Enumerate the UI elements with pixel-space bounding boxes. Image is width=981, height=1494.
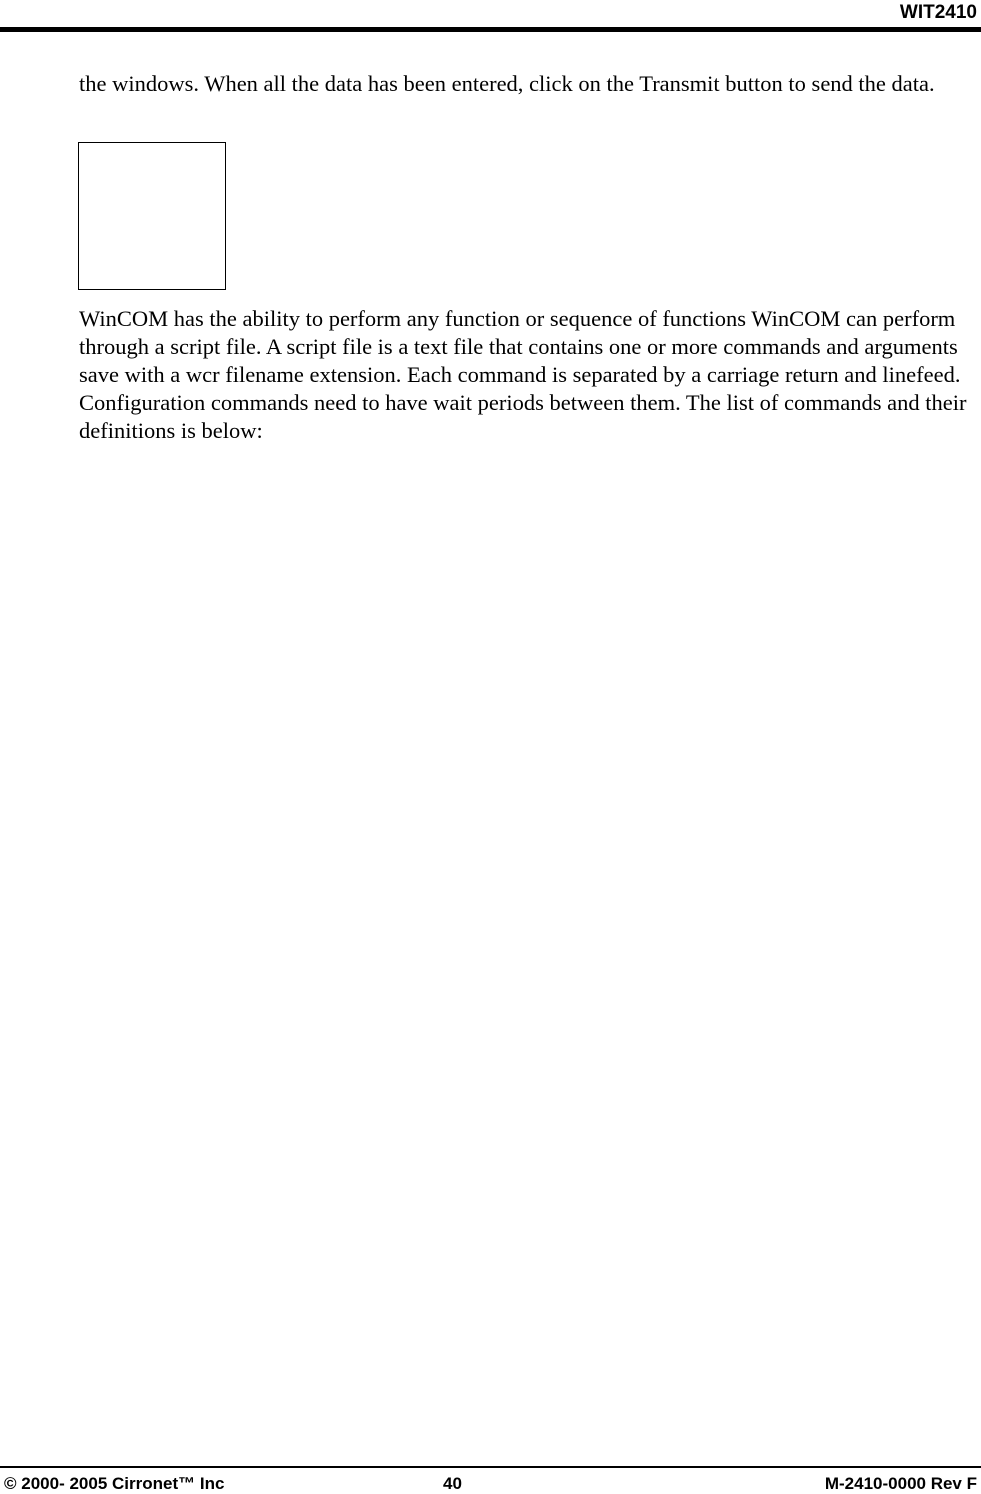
copyright-symbol: © [4,1474,17,1493]
document-id: M-2410-0000 Rev F [824,1474,977,1493]
figure-placeholder [78,142,226,290]
trademark-symbol: ™ [178,1474,196,1493]
document-title: WIT2410 [899,2,977,23]
paragraph-script-file-description: WinCOM has the ability to perform any function or sequence of functions WinCOM can perform through a script file. A script file is a text file that contains one or more commands and arguments save with a wcr filename extension. Each command is separated by a carriage return and linefeed. Configuration commands need to have wait periods between them. The list of commands and their definitions is below: [79,306,967,443]
paragraph-transmit-instructions: the windows. When all the data has been entered, click on the Transmit button to send the data. [79,71,935,96]
company-suffix: Inc [199,1474,225,1493]
footer-rule [0,1466,981,1468]
page-number: 40 [443,1474,462,1493]
footer-copyright [4,1474,224,1494]
header-rule [0,27,981,32]
page-footer [0,1474,981,1494]
copyright-text: 2000- 2005 Cirronet [21,1474,179,1493]
